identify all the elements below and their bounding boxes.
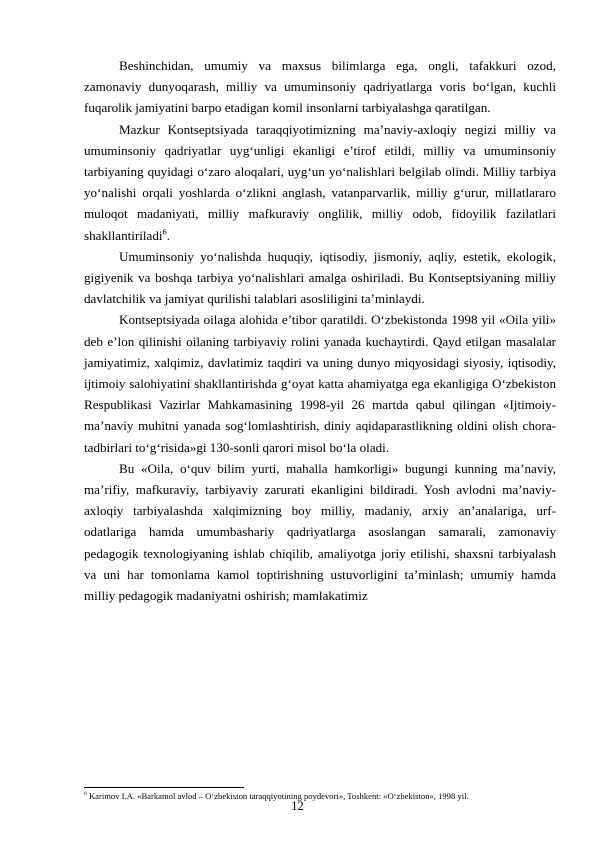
- paragraph-1: [84, 55, 556, 119]
- footnote-text: Karimov I.A. «Barkamol avlod – O‘zbekiston taraqqiyotining poydevori», Toshkent: «O‘zbekiston», 1998 yil.: [86, 791, 469, 801]
- paragraph-2: [84, 119, 556, 246]
- paragraph-2-text: Mazkur Kontseptsiyada taraqqiyotimizning ma’naviy-axloqiy negizi milliy va umuminsoniy qadriyatlar uyg‘unligi ekanligi e’tirof etildi, milliy va umuminsoniy tarbiyaning quyidagi o‘zaro aloqalari, uyg‘un yo‘nalishlari belgilab olindi. Milliy tarbiya yo‘nalishi orqali yoshlarda o‘zlikni anglash, vatanparvarlik, milliy g‘urur, millatlararo muloqot madaniyati, milliy mafkuraviy onglilik, milliy odob, fidoyilik fazilatlari shakllantiriladi: [84, 121, 556, 243]
- page-body: [84, 55, 556, 606]
- footnote-reference[interactable]: 6: [162, 226, 167, 237]
- paragraph-3-text: Umuminsoniy yo‘nalishda huquqiy, iqtisodiy, jismoniy, aqliy, estetik, ekologik, gigiyenik va boshqa tarbiya yo‘nalishlari amalga oshiriladi. Bu Kontseptsiyaning milliy davlatchilik va jamiyat qurilishi talablari asosliligini ta’minlaydi.: [84, 248, 556, 307]
- paragraph-4: [84, 309, 556, 457]
- footnote-divider: [84, 787, 244, 788]
- paragraph-2-end: .: [166, 227, 171, 243]
- paragraph-1-text: Beshinchidan, umumiy va maxsus bilimlarga ega, ongli, tafakkuri ozod, zamonaviy dunyoqarash, milliy va umuminsoniy qadriyatlarga voris bo‘lgan, kuchli fuqarolik jamiyatini barpo etadigan komil insonlarni tarbiyalashga qaratilgan.: [84, 58, 556, 116]
- paragraph-3: [84, 246, 556, 310]
- paragraph-4-text: Kontseptsiyada oilaga alohida e’tibor qaratildi. O‘zbekistonda 1998 yil «Oila yili» deb e’lon qilinishi oilaning tarbiyaviy rolini yanada kuchaytirdi. Qayd etilgan masalalar jamiyatimiz, xalqimiz, davlatimiz taqdiri va uning dunyo miqyosidagi siyosiy, iqtisodiy, ijtimoiy salohiyatini shakllantirishda g‘oyat katta ahamiyatga ega ekanligiga O‘zbekiston Respublikasi Vazirlar Mahkamasining 1998-yil 26 martda qabul qilingan «Ijtimoiy-ma’naviy muhitni yanada sog‘lomlashtirish, diniy aqidaparastlikning oldini olish chora-tadbirlari to‘g‘risida»gi 130-sonli qarori misol bo‘la oladi.: [84, 312, 556, 455]
- page-number: 12: [291, 799, 304, 813]
- paragraph-5: [84, 458, 556, 606]
- paragraph-5-text: Bu «Oila, o‘quv bilim yurti, mahalla hamkorligi» bugungi kunning ma’naviy, ma’rifiy, mafkuraviy, tarbiyaviy zarurati ekanligini bildiradi. Yosh avlodni ma’naviy-axloqiy tarbiyalashda xalqimizning boy milliy, madaniy, arxiy an’analariga, urf-odatlariga hamda umumbashariy qadriyatlarga asoslangan samarali, zamonaviy pedagogik texnologiyaning ishlab chiqilib, amaliyotga joriy etilishi, shaxsni tarbiyalash va uni har tomonlama kamol toptirishning ustuvorligini ta’minlash; umumiy hamda milliy pedagogik madaniyatni oshirish; mamlakatimiz: [84, 460, 556, 604]
- footnote-mark: 6: [84, 791, 87, 798]
